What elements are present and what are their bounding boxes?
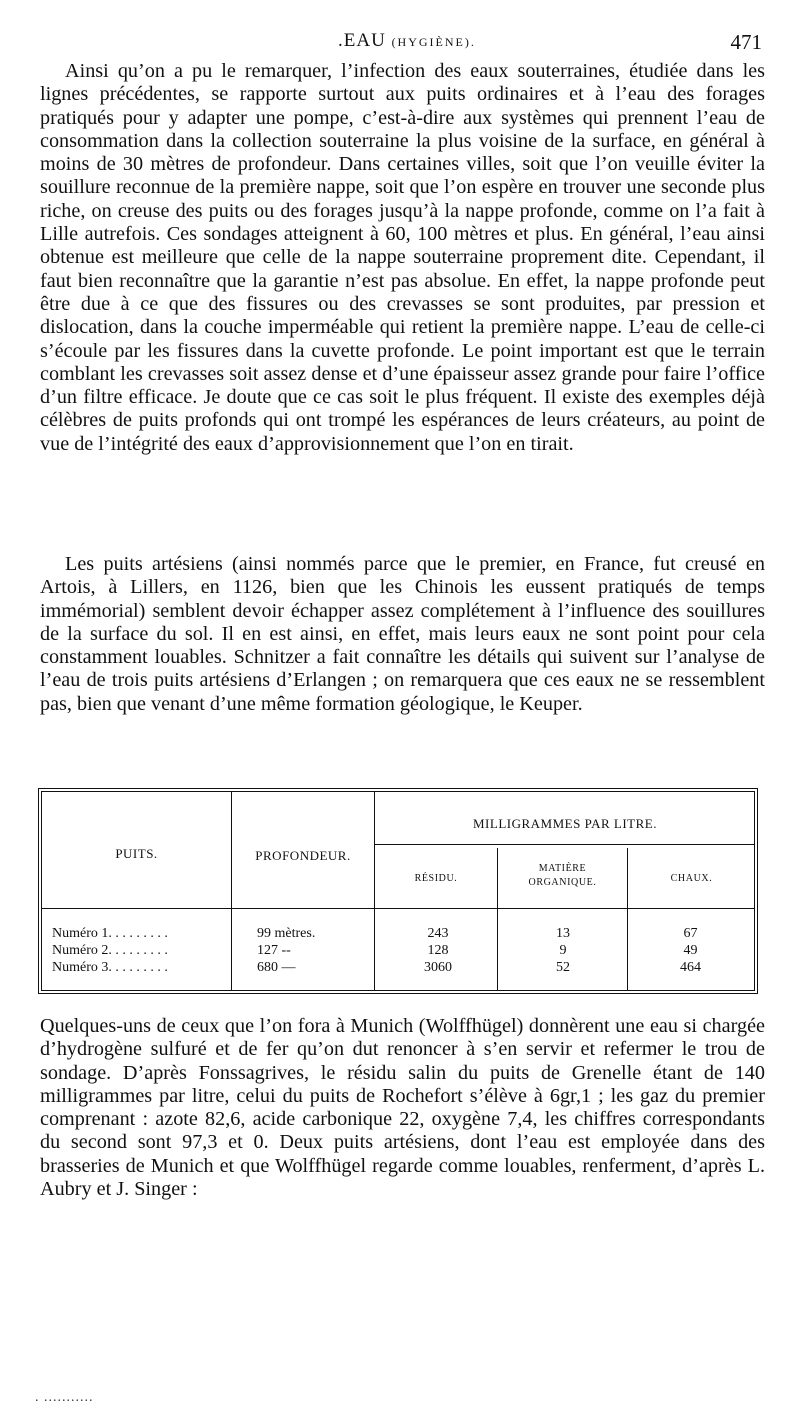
paragraph-1: Ainsi qu’on a pu le remarquer, l’infection des eaux souterraines, étudiée dans les lignes précédentes, se rapporte surtout aux puits ordinaires et à l’eau des forages pratiqués pour y adapter une pompe, c’est-à-dire aux systèmes qui prennent l’eau de consommation dans la collection souterraine la plus voisine de la surface, en général à moins de 30 mètres de profondeur. Dans certaines villes, soit que l’on veuille éviter la souillure reconnue de la première nappe, soit que l’on espère en trouver une seconde plus riche, on creuse des puits ou des forages jusqu’à la nappe profonde, comme on l’a fait à Lille autrefois. Ces sondages atteignent à 60, 100 mètres et plus. En général, l’eau ainsi obtenue est meilleure que celle de la nappe souterraine proprement dite. Cependant, il faut bien reconnaître que la garantie n’est pas absolue. En effet, la nappe profonde peut être due à ce que des fissures ou des crevasses se sont produites, par pression et dislocation, dans la couche imperméable qui retient la première nappe. L’eau de celle-ci s’écoule par les fissures dans la cuvette profonde. Le point important est que le terrain comblant les crevasses soit assez dense et d’une épaisseur assez grande pour faire l’office d’un filtre efficace. Je doute que ce cas soit le plus fréquent. Il existe des exemples déjà célèbres de puits profonds qui ont trompé les espérances de leurs créateurs, au point de vue de l’intégrité des eaux d’approvisionnement que l’on en tirait. [40,60,765,455]
cell-puits: Numéro 1. . . . . . . . . [52,926,168,941]
cell-chaux: 67 [683,926,698,941]
running-header [0,30,800,56]
artesian-wells-table [38,788,758,994]
header-residu: RÉSIDU. [414,873,458,884]
table-row [42,926,754,943]
header-puits: PUITS. [115,846,158,861]
cell-residu: 3060 [424,960,452,975]
cell-profondeur: 127 -- [257,943,291,958]
table-row [42,960,754,977]
cell-matiere: 13 [556,926,570,941]
title-main: .EAU [338,30,386,51]
cell-chaux: 49 [683,943,698,958]
cell-puits: Numéro 3. . . . . . . . . [52,960,168,975]
paragraph-3: Quelques-uns de ceux que l’on fora à Munich (Wolffhügel) donnèrent une eau si chargée d’hydrogène sulfuré et de fer qu’on dut renoncer à s’en servir et refermer le trou de sondage. D’après Fonssagrives, le résidu salin du puits de Grenelle étant de 140 milligrammes par litre, celui du puits de Rochefort s’élève à 6gr,1 ; les gaz du premier comprenant : azote 82,6, acide carbonique 22, oxygène 7,4, les chiffres correspondants du second sont 97,3 et 0. Deux puits artésiens, dont l’eau est employée dans des brasseries de Munich et que Wolffhügel regarde comme louables, renferment, d’après L. Aubry et J. Singer : [40,1015,765,1201]
header-group: MILLIGRAMMES PAR LITRE. [472,816,657,831]
cell-puits: Numéro 2. . . . . . . . . [52,943,168,958]
table-divider [42,908,754,909]
header-matiere-line1: MATIÈRE [538,863,587,874]
cell-residu: 243 [427,926,449,941]
cell-matiere: 9 [559,943,567,958]
cell-residu: 128 [427,943,449,958]
table-row [42,943,754,960]
header-profondeur: PROFONDEUR. [255,848,351,863]
footer-dots: . ........... [35,1390,94,1405]
cell-profondeur: 680 — [257,960,296,975]
cell-profondeur: 99 mètres. [257,926,316,941]
header-matiere [498,862,627,890]
header-chaux: CHAUX. [670,873,713,884]
header-matiere-line2: ORGANIQUE. [528,877,597,888]
paragraph-2: Les puits artésiens (ainsi nommés parce que le premier, en France, fut creusé en Artois, à Lillers, en 1126, bien que les Chinois les eussent pratiqués de temps immémorial) semblent devoir échapper assez complétement à l’influence des souillures de la surface du sol. Il en est ainsi, en effet, mais leurs eaux ne sont point pour cela constamment louables. Schnitzer a fait connaître les détails qui suivent sur l’analyse de l’eau de trois puits artésiens d’Erlangen ; on remarquera que ces eaux ne se ressemblent pas, bien que venant d’une même formation géologique, le Keuper. [40,553,765,715]
page-number: 471 [730,30,762,54]
running-title [338,30,476,52]
cell-matiere: 52 [556,960,570,975]
cell-chaux: 464 [680,960,701,975]
table-divider [374,844,754,845]
title-sub: (HYGIÈNE). [391,35,476,49]
